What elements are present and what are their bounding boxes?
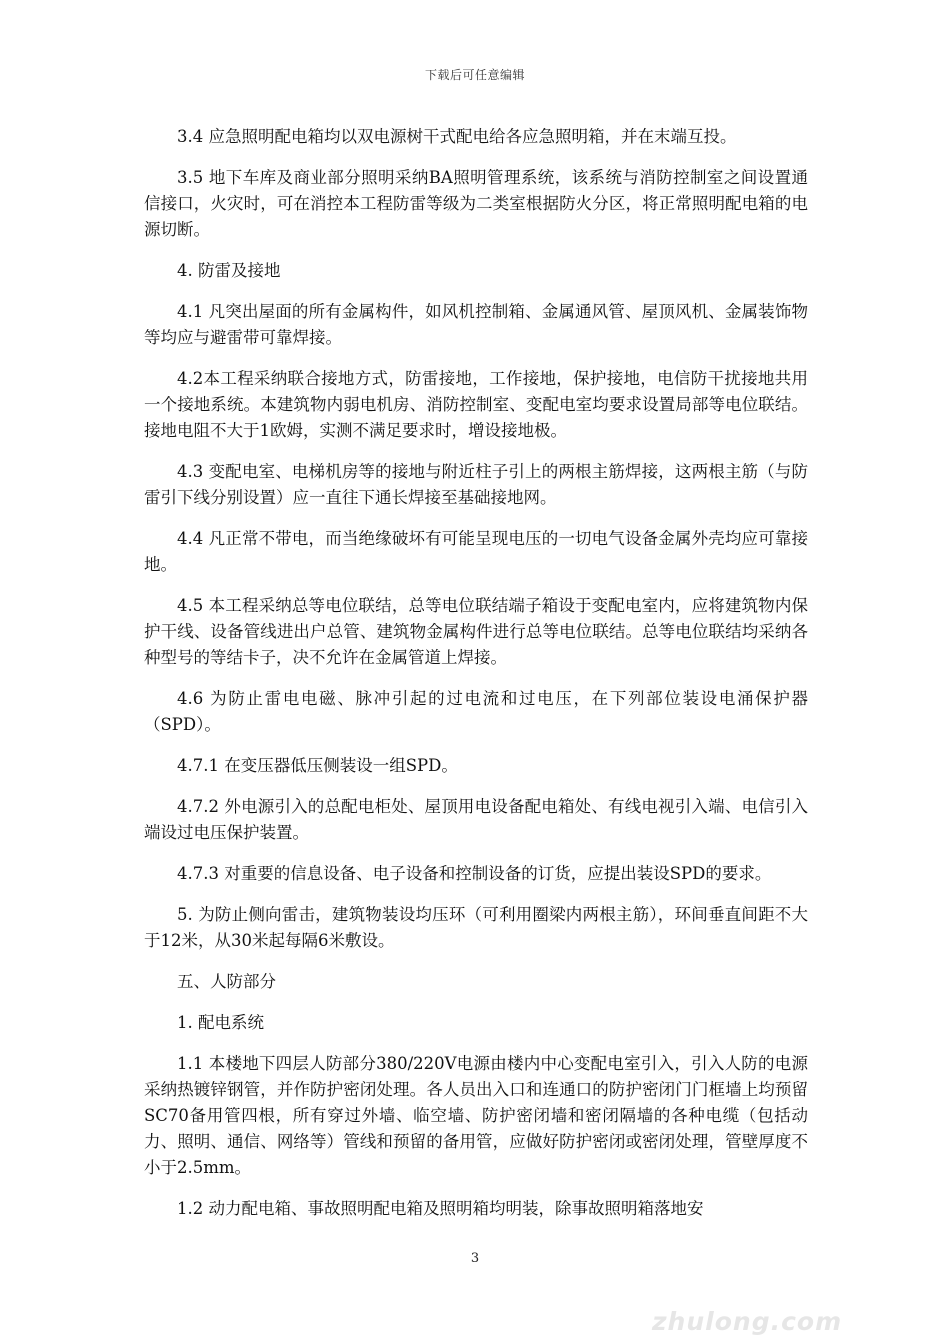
paragraph-4-7-2: 4.7.2 外电源引入的总配电柜处、屋顶用电设备配电箱处、有线电视引入端、电信引入端设过电压保护装置。 — [144, 797, 808, 842]
paragraph-3-4: 3.4 应急照明配电箱均以双电源树干式配电给各应急照明箱，并在末端互投。 — [177, 127, 737, 146]
paragraph-4-2: 4.2本工程采纳联合接地方式，防雷接地，工作接地，保护接地，电信防干扰接地共用一个接地系统。本建筑物内弱电机房、消防控制室、变配电室均要求设置局部等电位联结。接地电阻不大于1欧姆，实测不满足要求时，增设接地极。 — [144, 369, 808, 440]
paragraph-4-5: 4.5 本工程采纳总等电位联结，总等电位联结端子箱设于变配电室内，应将建筑物内保护干线、设备管线进出户总管、建筑物金属构件进行总等电位联结。总等电位联结均采纳各种型号的等结卡子，决不允许在金属管道上焊接。 — [144, 596, 808, 667]
section-heading-power-system: 1. 配电系统 — [177, 1013, 264, 1032]
paragraph-4-7-3: 4.7.3 对重要的信息设备、电子设备和控制设备的订货，应提出装设SPD的要求。 — [177, 864, 772, 883]
paragraph-4-3: 4.3 变配电室、电梯机房等的接地与附近柱子引上的两根主筋焊接，这两根主筋（与防雷引下线分别设置）应一直往下通长焊接至基础接地网。 — [144, 462, 808, 507]
page-header: 下载后可任意编辑 — [424, 68, 525, 82]
page-number: 3 — [470, 1251, 480, 1266]
section-heading-lightning-grounding: 4. 防雷及接地 — [177, 261, 281, 280]
paragraph-4-4: 4.4 凡正常不带电，而当绝缘破坏有可能呈现电压的一切电气设备金属外壳均应可靠接地。 — [144, 529, 808, 574]
paragraph-1-2: 1.2 动力配电箱、事故照明配电箱及照明箱均明装，除事故照明箱落地安 — [177, 1199, 704, 1218]
paragraph-5: 5. 为防止侧向雷击，建筑物装设均压环（可利用圈梁内两根主筋），环间垂直间距不大于12米，从30米起每隔6米敷设。 — [144, 905, 808, 950]
paragraph-1-1: 1.1 本楼地下四层人防部分380/220V电源由楼内中心变配电室引入，引入人防的电源采纳热镀锌钢管，并作防护密闭处理。各人员出入口和连通口的防护密闭门门框墙上均预留SC70备用管四根，所有穿过外墙、临空墙、防护密闭墙和密闭隔墙的各种电缆（包括动力、照明、通信、网络等）管线和预留的备用管，应做好防护密闭或密闭处理，管壁厚度不小于2.5mm。 — [144, 1054, 808, 1177]
paragraph-4-7-1: 4.7.1 在变压器低压侧装设一组SPD。 — [177, 756, 458, 775]
paragraph-4-1: 4.1 凡突出屋面的所有金属构件，如风机控制箱、金属通风管、屋顶风机、金属装饰物等均应与避雷带可靠焊接。 — [144, 302, 808, 347]
paragraph-3-5: 3.5 地下车库及商业部分照明采纳BA照明管理系统，该系统与消防控制室之间设置通信接口，火灾时，可在消控本工程防雷等级为二类室根据防火分区，将正常照明配电箱的电源切断。 — [144, 168, 808, 239]
document-body — [144, 124, 808, 1237]
paragraph-4-6: 4.6 为防止雷电电磁、脉冲引起的过电流和过电压，在下列部位装设电涌保护器（SPD）。 — [144, 689, 808, 734]
watermark: zhulong.com — [652, 1307, 843, 1336]
section-heading-civil-defense: 五、人防部分 — [177, 972, 276, 991]
